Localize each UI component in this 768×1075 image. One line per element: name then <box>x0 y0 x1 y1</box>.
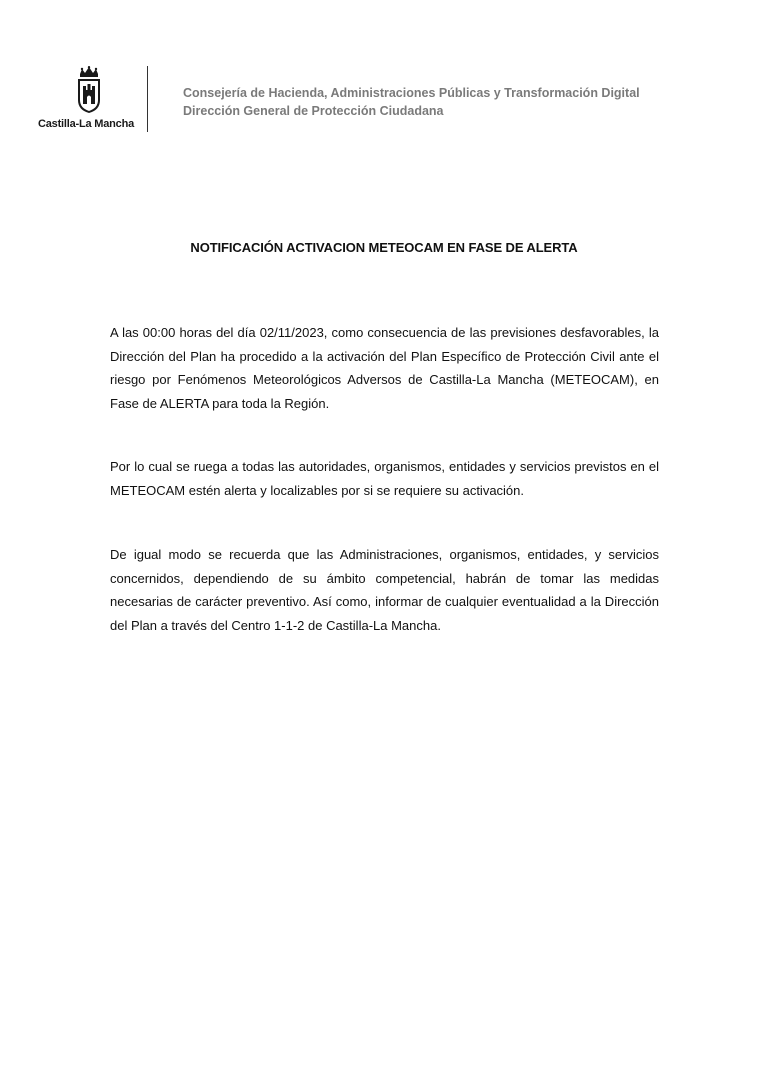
paragraph-preventive-measures: De igual modo se recuerda que las Administraciones, organismos, entidades, y servicios concernidos, dependiendo de su ámbito competencial, habrán de tomar las medidas necesarias de carácter preventivo. Así como, informar de cualquier eventualidad a la Dirección del Plan a través del Centro 1-1-2 de Castilla-La Mancha. <box>110 547 659 633</box>
header-divider <box>147 66 148 132</box>
paragraph-activation: A las 00:00 horas del día 02/11/2023, como consecuencia de las previsiones desfavorables, la Dirección del Plan ha procedido a la activación del Plan Específico de Protección Civil ante el riesgo por Fenómenos Meteorológicos Adversos de Castilla-La Mancha (METEOCAM), en Fase de ALERTA para toda la Región. <box>110 325 659 411</box>
castilla-la-mancha-crest-icon <box>74 66 104 114</box>
logo <box>38 66 142 134</box>
header-text-block <box>183 84 640 120</box>
header-direccion-general: Dirección General de Protección Ciudadana <box>183 104 444 118</box>
header-consejeria: Consejería de Hacienda, Administraciones Públicas y Transformación Digital <box>183 86 640 100</box>
paragraph-alert-request: Por lo cual se ruega a todas las autoridades, organismos, entidades y servicios previstos en el METEOCAM estén alerta y localizables por si se requiere su activación. <box>110 459 659 498</box>
logo-text: Castilla-La Mancha <box>38 118 135 130</box>
document-title: NOTIFICACIÓN ACTIVACION METEOCAM EN FASE DE ALERTA <box>190 240 578 255</box>
